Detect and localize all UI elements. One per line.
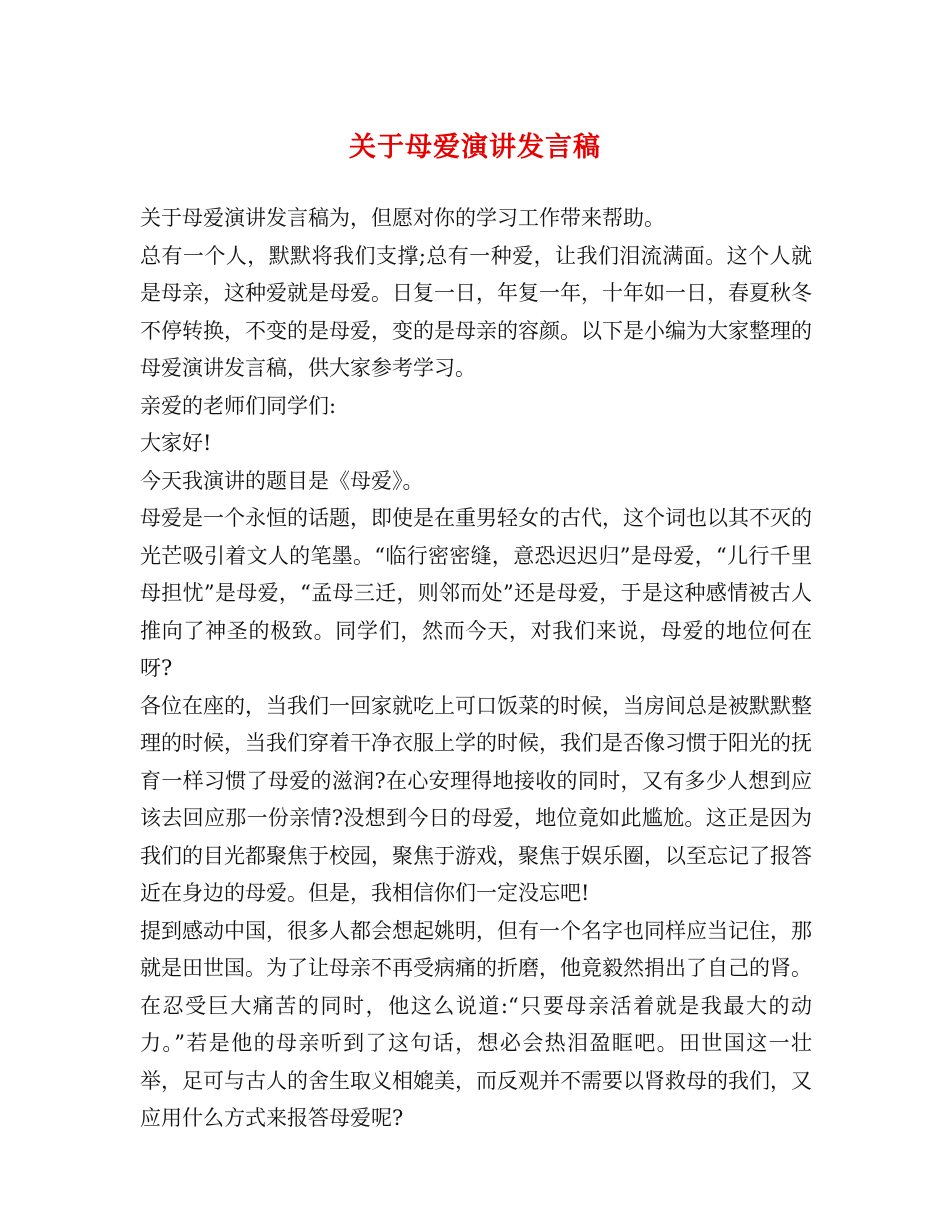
paragraph-greeting: 大家好! <box>140 431 212 455</box>
document-body <box>140 200 812 1138</box>
paragraph-preface: 总有一个人，默默将我们支撑;总有一种爱，让我们泪流满面。这个人就是母亲，这种爱就是母爱。日复一日，年复一年，十年如一日，春夏秋冬不停转换，不变的是母爱，变的是母亲的容颜。以下是小编为大家整理的母爱演讲发言稿，供大家参考学习。 <box>140 243 812 380</box>
paragraph-eternal-topic: 母爱是一个永恒的话题，即使是在重男轻女的古代，这个词也以其不灭的光芒吸引着文人的笔墨。“临行密密缝，意恐迟迟归”是母爱，“儿行千里母担忧”是母爱，“孟母三迁，则邻而处”还是母爱，于是这种感情被古人推向了神圣的极致。同学们，然而今天，对我们来说，母爱的地位何在呀? <box>140 506 812 680</box>
paragraph-intro: 关于母爱演讲发言稿为，但愿对你的学习工作带来帮助。 <box>140 206 665 230</box>
paragraph-salutation: 亲爱的老师们同学们: <box>140 393 337 418</box>
paragraph-daily-care: 各位在座的，当我们一回家就吃上可口饭菜的时候，当房间总是被默默整理的时候，当我们穿着干净衣服上学的时候，我们是否像习惯于阳光的抚育一样习惯了母爱的滋润?在心安理得地接收的同时，又有多少人想到应该去回应那一份亲情?没想到今日的母爱，地位竟如此尴尬。这正是因为我们的目光都聚焦于校园，聚焦于游戏，聚焦于娱乐圈，以至忘记了报答近在身边的母爱。但是，我相信你们一定没忘吧! <box>140 693 812 905</box>
document-title: 关于母爱演讲发言稿 <box>349 132 601 163</box>
paragraph-tian-shiguo: 提到感动中国，很多人都会想起姚明，但有一个名字也同样应当记住，那就是田世国。为了让母亲不再受病痛的折磨，他竟毅然捐出了自己的肾。在忍受巨大痛苦的同时，他这么说道:“只要母亲活着就是我最大的动力。”若是他的母亲听到了这句话，想必会热泪盈眶吧。田世国这一壮举，足可与古人的舍生取义相媲美，而反观并不需要以肾救母的我们，又应用什么方式来报答母爱呢? <box>140 918 812 1130</box>
paragraph-topic: 今天我演讲的题目是《母爱》。 <box>140 468 424 493</box>
